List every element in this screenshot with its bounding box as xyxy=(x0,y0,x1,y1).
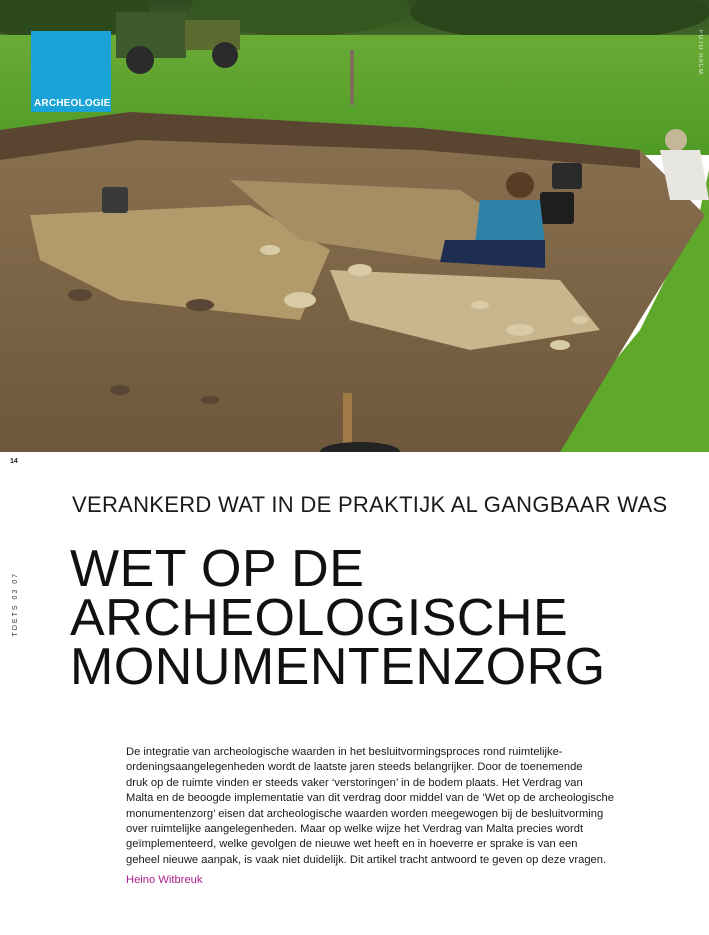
intro-line: geheel nieuwe aanpak, is vaak niet duidelijk. Dit artikel tracht antwoord te geven op deze vragen. xyxy=(126,853,607,866)
intro-line: Malta en de beoogde implementatie van dit verdrag door middel van de ‘Wet op de archeologische xyxy=(126,792,614,805)
article-title xyxy=(70,540,606,696)
title-line: ARCHEOLOGISCHE xyxy=(70,589,569,647)
magazine-issue-label: TOETS 03 07 xyxy=(12,572,19,637)
author-name: Heino Witbreuk xyxy=(126,874,203,886)
page-number: 14 xyxy=(10,458,18,465)
intro-paragraph xyxy=(126,745,638,868)
kicker-heading: VERANKERD WAT IN DE PRAKTIJK AL GANGBAAR WAS xyxy=(72,492,668,517)
intro-line: De integratie van archeologische waarden in het besluitvormingsproces rond ruimtelijke- xyxy=(126,746,563,758)
title-line: MONUMENTENZORG xyxy=(70,638,606,696)
intro-line: druk op de ruimte vinden er steeds vaker ‘verstoringen’ in de bodem plaats. Het Verdrag van xyxy=(126,776,583,789)
title-line: WET OP DE xyxy=(70,540,365,598)
photo-credit: FOTO RACM xyxy=(697,30,703,75)
category-label: ARCHEOLOGIE xyxy=(34,98,111,109)
intro-line: ordeningsaangelegenheden wordt de laatste jaren steeds belangrijker. Door de toenemende xyxy=(126,761,583,774)
intro-line: geïmplementeerd, welke gevolgen de nieuwe wet heeft en in hoeverre er sprake is van een xyxy=(126,838,578,851)
intro-line: monumentenzorg’ eisen dat archeologische waarden worden meegewogen bij de besluitvorming xyxy=(126,807,604,820)
intro-line: over ruimtelijke aangelegenheden. Maar op welke wijze het Verdrag van Malta precies wordt xyxy=(126,823,584,836)
